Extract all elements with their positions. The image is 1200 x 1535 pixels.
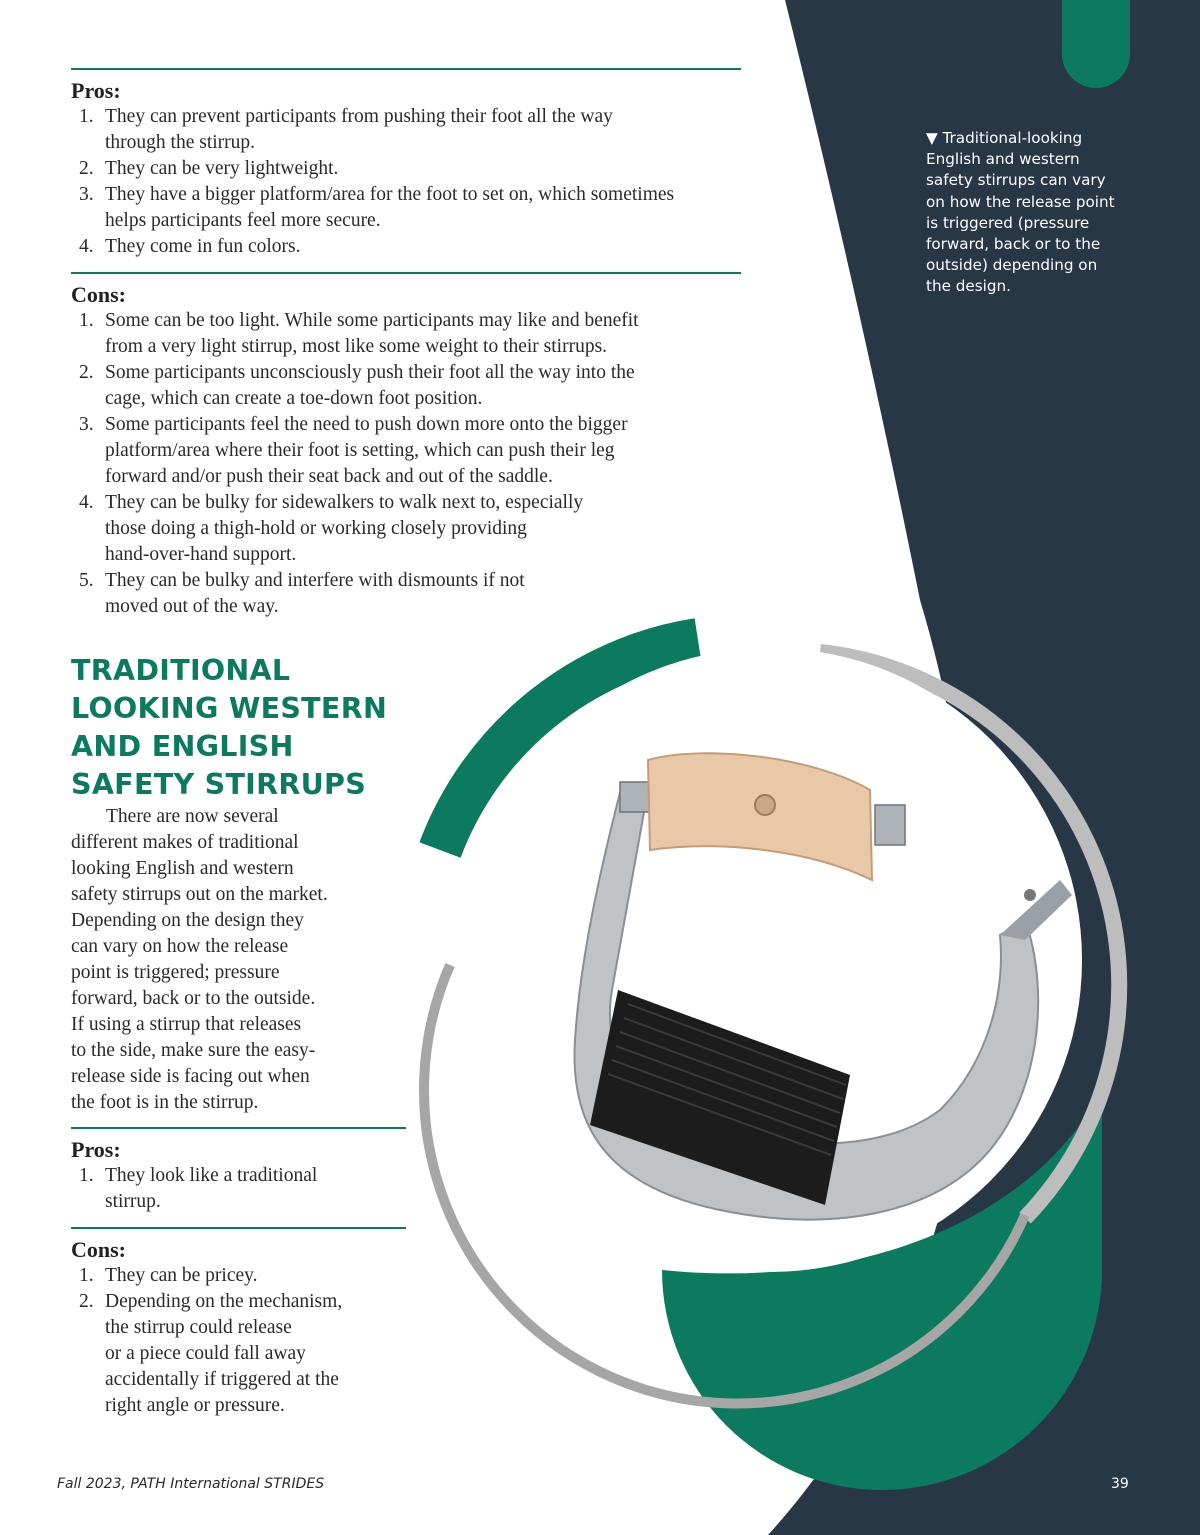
list-line: from a very light stirrup, most like some weight to their stirrups. — [105, 336, 608, 357]
section-heading — [71, 652, 387, 804]
list-item — [71, 490, 751, 568]
list-number: 1. — [79, 310, 94, 331]
caption-line: is triggered (pressure — [926, 213, 1090, 232]
list-line: They have a bigger platform/area for the foot to set on, which sometimes — [105, 184, 675, 205]
list-item — [71, 1163, 406, 1215]
list-item — [71, 1263, 406, 1289]
cons-heading-1: Cons: — [71, 282, 127, 307]
list-line: They come in fun colors. — [105, 236, 301, 257]
divider-pros-2 — [71, 1127, 406, 1129]
section-body — [71, 804, 391, 1116]
list-line: the stirrup could release — [105, 1317, 292, 1338]
heading-line: LOOKING WESTERN — [71, 692, 388, 725]
caption-line: forward, back or to the — [926, 235, 1101, 254]
list-line: They can be bulky for sidewalkers to walk next to, especially — [105, 492, 584, 513]
list-number: 3. — [79, 414, 94, 435]
green-tab-top — [1062, 0, 1130, 88]
list-item — [71, 412, 751, 490]
footer-publication: Fall 2023, PATH International STRIDES — [57, 1476, 325, 1492]
caption-line: outside) depending on — [926, 256, 1098, 275]
heading-line: TRADITIONAL — [71, 654, 291, 687]
body-line: There are now several — [106, 806, 279, 827]
body-line: release side is facing out when — [71, 1066, 310, 1087]
heading-line: AND ENGLISH — [71, 730, 294, 763]
list-line: stirrup. — [105, 1191, 161, 1212]
list-line: accidentally if triggered at the — [105, 1369, 339, 1390]
list-line: through the stirrup. — [105, 132, 256, 153]
body-line: Depending on the design they — [71, 910, 304, 931]
body-line: different makes of traditional — [71, 832, 299, 853]
list-line: They can prevent participants from pushing their foot all the way — [105, 106, 613, 127]
list-line: platform/area where their foot is setting, which can push their leg — [105, 440, 615, 461]
list-line: right angle or pressure. — [105, 1395, 285, 1416]
caption-line: ▼ Traditional-looking — [926, 129, 1083, 147]
body-line: safety stirrups out on the market. — [71, 884, 328, 905]
list-number: 2. — [79, 158, 94, 179]
list-number: 2. — [79, 362, 94, 383]
page-number: 39 — [1111, 1476, 1129, 1492]
list-item — [71, 156, 751, 182]
list-item — [71, 360, 751, 412]
pros-list-2 — [71, 1163, 406, 1215]
caption-line: on how the release point — [926, 192, 1115, 211]
list-number: 1. — [79, 1265, 94, 1286]
pros-list-1 — [71, 104, 751, 260]
body-line: to the side, make sure the easy- — [71, 1040, 316, 1061]
list-line: Depending on the mechanism, — [105, 1291, 343, 1312]
list-number: 2. — [79, 1291, 94, 1312]
photo-circle — [458, 648, 1082, 1272]
list-number: 3. — [79, 184, 94, 205]
list-item — [71, 234, 751, 260]
list-number: 5. — [79, 570, 94, 591]
list-number: 1. — [79, 1165, 94, 1186]
list-line: forward and/or push their seat back and out of the saddle. — [105, 466, 553, 487]
caption-line: safety stirrups can vary — [926, 171, 1106, 190]
divider-cons-1 — [71, 272, 741, 274]
list-line: They can be pricey. — [105, 1265, 258, 1286]
list-line: They can be very lightweight. — [105, 158, 339, 179]
list-line: They look like a traditional — [105, 1165, 318, 1186]
list-item — [71, 308, 751, 360]
body-line: the foot is in the stirrup. — [71, 1092, 259, 1113]
caption-line: the design. — [926, 277, 1011, 296]
pros-heading-2: Pros: — [71, 1137, 121, 1162]
list-line: hand-over-hand support. — [105, 544, 297, 565]
heading-line: SAFETY STIRRUPS — [71, 768, 367, 801]
list-number: 4. — [79, 236, 94, 257]
list-line: Some can be too light. While some participants may like and benefit — [105, 310, 639, 331]
list-line: Some participants unconsciously push their foot all the way into the — [105, 362, 635, 383]
photo-caption — [926, 128, 1126, 298]
list-item — [71, 182, 751, 234]
body-line: looking English and western — [71, 858, 294, 879]
cons-heading-2: Cons: — [71, 1237, 127, 1262]
list-line: or a piece could fall away — [105, 1343, 306, 1364]
list-number: 1. — [79, 106, 94, 127]
body-line: forward, back or to the outside. — [71, 988, 316, 1009]
list-line: cage, which can create a toe-down foot position. — [105, 388, 483, 409]
pros-heading-1: Pros: — [71, 78, 121, 103]
list-line: moved out of the way. — [105, 596, 279, 617]
list-item — [71, 1289, 406, 1419]
list-line: Some participants feel the need to push down more onto the bigger — [105, 414, 628, 435]
divider-pros-1 — [71, 68, 741, 70]
list-item — [71, 568, 751, 620]
list-line: They can be bulky and interfere with dismounts if not — [105, 570, 525, 591]
cons-list-1 — [71, 308, 751, 620]
body-line: point is triggered; pressure — [71, 962, 280, 983]
list-number: 4. — [79, 492, 94, 513]
cons-list-2 — [71, 1263, 406, 1419]
body-line: If using a stirrup that releases — [71, 1014, 302, 1035]
divider-cons-2 — [71, 1227, 406, 1229]
list-line: helps participants feel more secure. — [105, 210, 381, 231]
list-item — [71, 104, 751, 156]
list-line: those doing a thigh-hold or working closely providing — [105, 518, 527, 539]
body-line: can vary on how the release — [71, 936, 289, 957]
caption-line: English and western — [926, 150, 1080, 169]
